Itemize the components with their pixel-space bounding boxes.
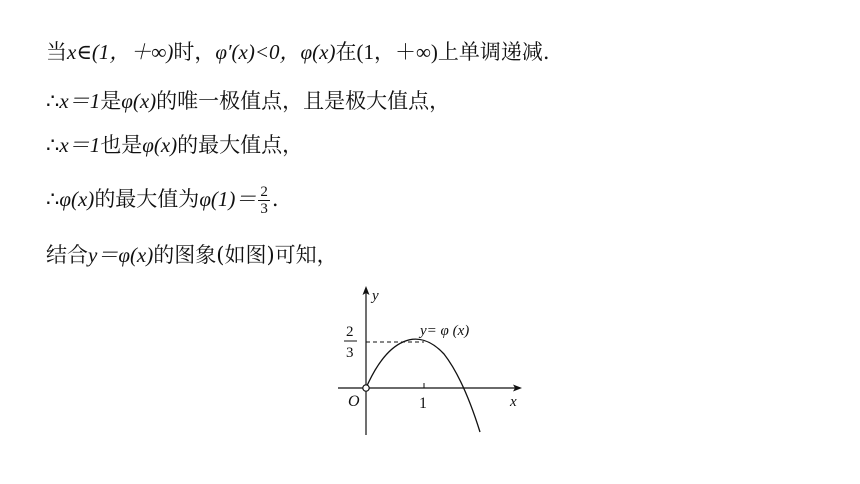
line2-therefore: ∴ xyxy=(46,89,60,113)
line4-mid1: 的最大值为 xyxy=(94,187,200,211)
curve-label: y= φ (x) xyxy=(420,323,470,339)
line1-suffix: 上单调递减. xyxy=(437,40,550,64)
max-value-fraction xyxy=(258,184,270,217)
line5-suffix: 的图象(如图)可知， xyxy=(153,243,338,267)
line3-math1: x＝1 xyxy=(59,133,101,157)
origin-label: O xyxy=(348,393,360,410)
y-axis-label: y xyxy=(372,288,379,304)
text-line-4 xyxy=(46,184,279,217)
line4-suffix: . xyxy=(271,187,279,211)
line4-math1: φ(x) xyxy=(59,187,95,211)
curve-phi xyxy=(366,339,480,432)
line2-suffix: 的唯一极值点，且是极大值点， xyxy=(156,89,451,113)
fraction-numerator: 2 xyxy=(260,184,268,200)
line1-mid2: 在 xyxy=(335,40,357,64)
line2-math2: φ(x) xyxy=(121,89,157,113)
function-graph xyxy=(320,280,530,440)
y-tick-denominator: 3 xyxy=(346,345,354,361)
line2-mid1: 是 xyxy=(100,89,122,113)
text-line-1 xyxy=(46,38,550,66)
fraction-denominator: 3 xyxy=(260,201,268,217)
text-line-3 xyxy=(46,131,303,159)
line3-math2: φ(x) xyxy=(142,133,178,157)
line1-mid1: 时， xyxy=(173,40,216,64)
line4-math2: φ(1)＝ xyxy=(199,187,257,211)
origin-open-point xyxy=(363,385,369,391)
line3-suffix: 的最大值点， xyxy=(177,133,304,157)
line1-math3: (1，＋∞) xyxy=(356,40,438,64)
line5-prefix: 结合 xyxy=(46,243,88,267)
y-tick-numerator: 2 xyxy=(346,324,354,340)
line2-math1: x＝1 xyxy=(59,89,101,113)
text-line-2 xyxy=(46,87,450,115)
line1-prefix: 当 xyxy=(46,40,67,64)
line1-math2: φ′(x)<0，φ(x) xyxy=(215,40,336,64)
line5-math1: y＝φ(x) xyxy=(88,243,154,267)
line4-therefore: ∴ xyxy=(46,187,60,211)
x-tick-label: 1 xyxy=(419,395,427,412)
text-line-5 xyxy=(46,241,338,269)
x-axis-label: x xyxy=(510,394,517,410)
line3-therefore: ∴ xyxy=(46,133,60,157)
line3-mid1: 也是 xyxy=(100,133,143,157)
line1-math1: x∈(1，＋∞) xyxy=(67,40,174,64)
